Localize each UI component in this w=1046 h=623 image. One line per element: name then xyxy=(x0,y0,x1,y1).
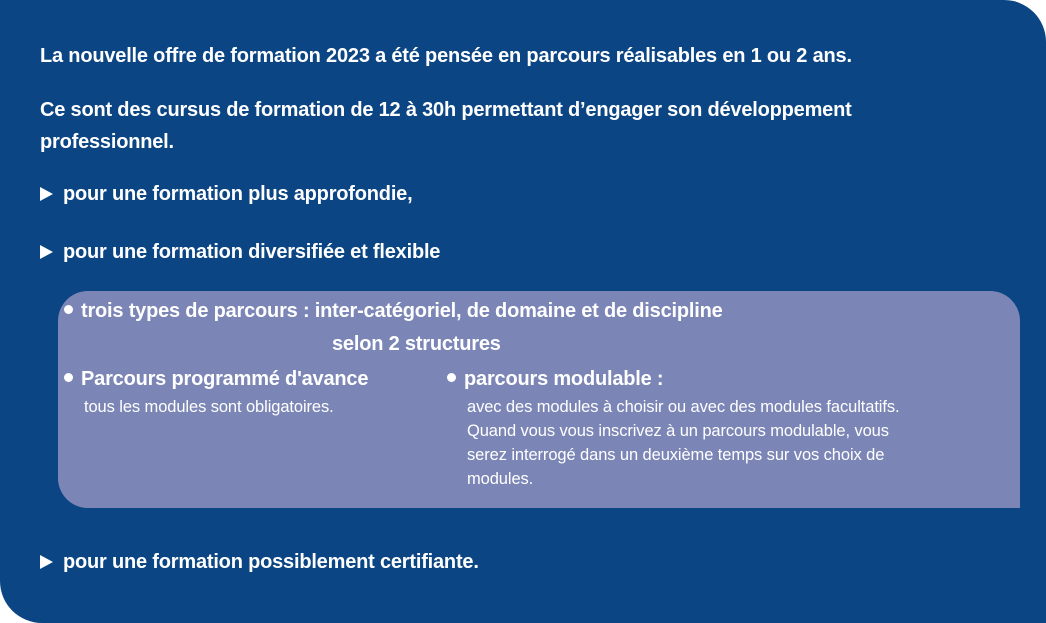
bullet-text: pour une formation possiblement certifiante. xyxy=(63,551,479,573)
triangle-right-icon xyxy=(40,245,53,259)
types-text: trois types de parcours : inter-catégoriel, de domaine et de discipline xyxy=(81,300,723,322)
modular-desc-line: Quand vous vous inscrivez à un parcours modulable, vous xyxy=(467,422,889,440)
triangle-right-icon xyxy=(40,555,53,569)
bullet-dot-icon xyxy=(64,373,73,382)
bullet-dot-icon xyxy=(447,373,456,382)
description-line-1: Ce sont des cursus de formation de 12 à 30h permettant d’engager son développement xyxy=(40,99,852,121)
modular-title-text: parcours modulable : xyxy=(464,368,664,390)
intro-paragraph: La nouvelle offre de formation 2023 a été pensée en parcours réalisables en 1 ou 2 ans. xyxy=(40,45,852,67)
bullet-text: pour une formation plus approfondie, xyxy=(63,183,413,205)
description-line-2: professionnel. xyxy=(40,131,174,153)
bullet-dot-icon xyxy=(64,305,73,314)
modular-desc-line: modules. xyxy=(467,470,534,488)
bullet-item xyxy=(40,178,412,210)
structures-line: selon 2 structures xyxy=(332,333,501,355)
course-types-box xyxy=(58,291,1020,508)
programmed-course-desc: tous les modules sont obligatoires. xyxy=(84,398,334,416)
bullet-item xyxy=(40,236,440,268)
modular-course-desc xyxy=(467,395,900,491)
types-line xyxy=(64,295,723,327)
modular-desc-line: avec des modules à choisir ou avec des modules facultatifs. xyxy=(467,398,900,416)
modular-desc-line: serez interrogé dans un deuxième temps sur vos choix de xyxy=(467,446,885,464)
triangle-right-icon xyxy=(40,187,53,201)
programmed-title-text: Parcours programmé d'avance xyxy=(81,368,369,390)
bullet-text: pour une formation diversifiée et flexible xyxy=(63,241,441,263)
programmed-course-title xyxy=(64,363,368,395)
modular-course-title xyxy=(447,363,663,395)
bullet-item xyxy=(40,546,479,578)
